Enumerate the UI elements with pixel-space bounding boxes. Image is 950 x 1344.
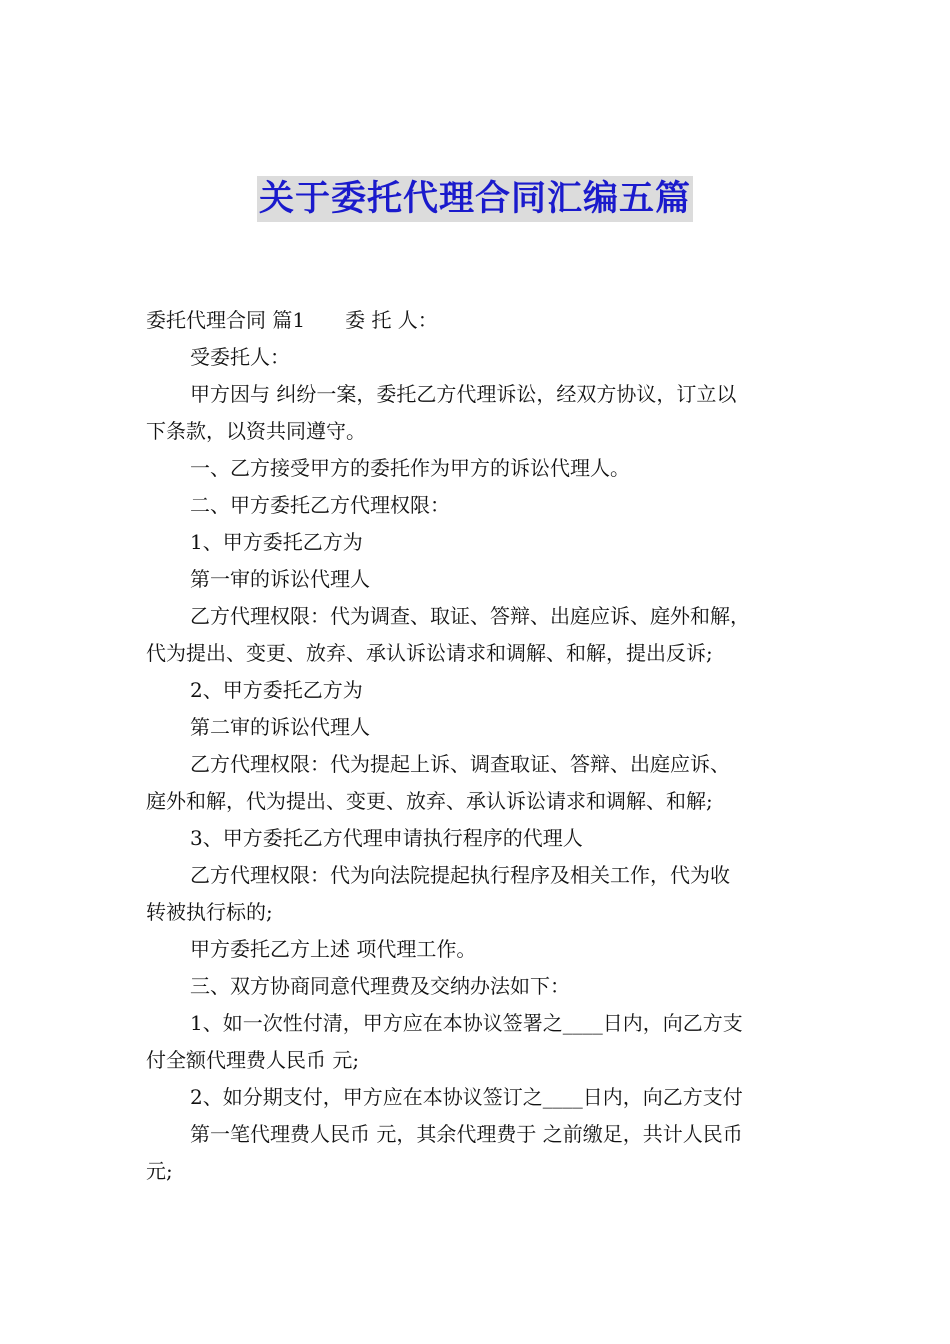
text-line <box>146 339 816 376</box>
line-text: 二、甲方委托乙方代理权限： <box>190 493 450 517</box>
text-line <box>146 1153 816 1190</box>
text-line <box>146 709 816 746</box>
title-container <box>0 176 950 222</box>
text-line <box>146 857 816 894</box>
text-line <box>146 672 816 709</box>
text-line <box>146 376 816 413</box>
line-text: 2、甲方委托乙方为 <box>190 678 363 702</box>
line-text: 代为提出、变更、放弃、承认诉讼请求和调解、和解，提出反诉; <box>146 641 713 665</box>
line-text: 乙方代理权限：代为向法院提起执行程序及相关工作，代为收 <box>190 863 730 887</box>
document-body <box>146 302 816 1190</box>
text-line <box>146 820 816 857</box>
text-line <box>146 1042 816 1079</box>
text-line <box>146 413 816 450</box>
text-line <box>146 931 816 968</box>
line-text: 2、如分期支付，甲方应在本协议签订之____日内，向乙方支付 <box>190 1085 743 1109</box>
line-text: 委 托 人： <box>345 308 438 332</box>
line-text: 3、甲方委托乙方代理申请执行程序的代理人 <box>190 826 583 850</box>
text-line <box>146 746 816 783</box>
line-text: 第一笔代理费人民币 元，其余代理费于 之前缴足，共计人民币 <box>190 1122 743 1146</box>
line-text: 庭外和解，代为提出、变更、放弃、承认诉讼请求和调解、和解; <box>146 789 713 813</box>
text-line <box>146 561 816 598</box>
line-text: 甲方因与 纠纷一案，委托乙方代理诉讼，经双方协议，订立以 <box>190 382 737 406</box>
line-text: 下条款，以资共同遵守。 <box>146 419 366 443</box>
text-line <box>146 968 816 1005</box>
text-line <box>146 524 816 561</box>
text-line <box>146 894 816 931</box>
line-text: 1、如一次性付清，甲方应在本协议签署之____日内，向乙方支 <box>190 1011 743 1035</box>
line-text: 第二审的诉讼代理人 <box>190 715 370 739</box>
line-text: 一、乙方接受甲方的委托作为甲方的诉讼代理人。 <box>190 456 630 480</box>
line-text: 甲方委托乙方上述 项代理工作。 <box>190 937 477 961</box>
line-text: 三、双方协商同意代理费及交纳办法如下： <box>190 974 570 998</box>
text-line <box>146 1005 816 1042</box>
text-line <box>146 302 816 339</box>
line-text: 乙方代理权限：代为调查、取证、答辩、出庭应诉、庭外和解， <box>190 604 750 628</box>
text-line <box>146 635 816 672</box>
line-text: 乙方代理权限：代为提起上诉、调查取证、答辩、出庭应诉、 <box>190 752 730 776</box>
text-line <box>146 487 816 524</box>
line-text: 元; <box>146 1159 173 1183</box>
line-text: 付全额代理费人民币 元; <box>146 1048 360 1072</box>
line-text: 受委托人： <box>190 345 290 369</box>
text-line <box>146 450 816 487</box>
text-line <box>146 598 816 635</box>
section-heading: 委托代理合同 篇1 <box>146 308 306 332</box>
line-text: 1、甲方委托乙方为 <box>190 530 363 554</box>
line-text: 转被执行标的; <box>146 900 273 924</box>
document-title: 关于委托代理合同汇编五篇 <box>257 176 693 222</box>
text-line <box>146 783 816 820</box>
text-line <box>146 1116 816 1153</box>
line-text: 第一审的诉讼代理人 <box>190 567 370 591</box>
text-line <box>146 1079 816 1116</box>
